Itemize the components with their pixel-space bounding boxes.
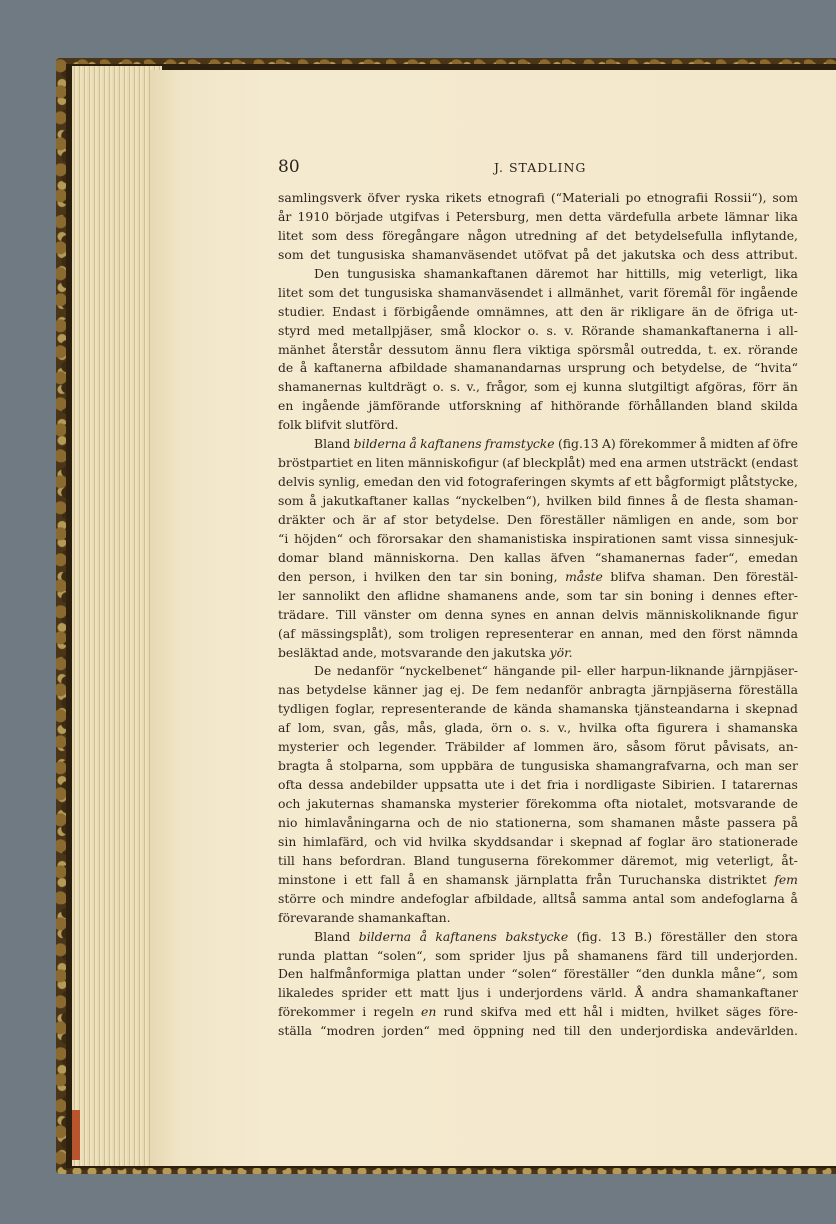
text-line: ställa “modren jorden“ med öppning ned till den underjordiska andevärlden. xyxy=(278,1023,798,1039)
text-line: litet som det tungusiska shamanväsendet i allmänhet, varit föremål för ingående xyxy=(278,284,798,300)
page-header xyxy=(278,157,818,177)
body-text xyxy=(278,189,798,1041)
text-line: tydligen foglar, representerande de kända shamanska tjänsteandarna i skepnad xyxy=(278,701,798,717)
text-line: och jakuternas shamanska mysterier förekomma ofta niotalet, motsvarande de xyxy=(278,796,798,811)
text-line: bröstpartiet en liten människofigur (af bleckplåt) med ena armen utsträckt (endast xyxy=(278,455,798,471)
text-line: Bland bilderna å kaftanens framstycke (fig.13 A) förekommer å midten af öfre xyxy=(314,436,798,452)
text-line: bragta å stolparna, som uppbära de tungusiska shamangrafvarna, och man ser xyxy=(278,758,798,774)
text-line: som det tungusiska shamanväsendet utöfvat på det jakutska och dess attribut. xyxy=(278,246,798,262)
text-line: nio himlavåningarna och de nio stationerna, som shamanen måste passera på xyxy=(278,814,798,830)
text-line: “i höjden“ och förorsakar den shamanistiska inspirationen samt vissa sinnesjuk- xyxy=(278,530,798,546)
text-line: som å jakutkaftaner kallas “nyckelben“), hvilken bild finnes å de flesta shaman- xyxy=(278,493,798,508)
text-line: de å kaftanerna afbildade shamanandarnas ursprung och betydelse, de “hvita“ xyxy=(278,360,798,376)
text-line: studier. Endast i förbigående omnämnes, att den är rikligare än de öfriga ut- xyxy=(278,303,798,319)
text-line: folk blifvit slutförd. xyxy=(278,417,399,433)
text-line: dräkter och är af stor betydelse. Den föreställer nämligen en ande, som bor xyxy=(278,511,798,527)
text-line: den person, i hvilken den tar sin boning, måste blifva shaman. Den förestäl- xyxy=(278,568,798,584)
text-line: litet som dess föregångare någon utredning af det betydelsefulla inflytande, xyxy=(278,227,798,243)
text-line: förevarande shamankaftan. xyxy=(278,909,451,925)
text-line: delvis synlig, emedan den vid fotograferingen skymts af ett bågformigt plåtstycke, xyxy=(278,474,798,490)
text-line: af lom, svan, gås, mås, glada, örn o. s. v., hvilka ofta figurera i shamanska xyxy=(278,720,798,736)
text-line: Den tungusiska shamankaftanen däremot har hittills, mig veterligt, lika xyxy=(314,265,798,281)
text-line: förekommer i regeln en rund skifva med ett hål i midten, hvilket säges före- xyxy=(278,1004,798,1020)
text-line: shamanernas kultdrägt o. s. v., frågor, som ej kunna slutgiltigt afgöras, förr än xyxy=(278,379,798,395)
running-head: J. STADLING xyxy=(494,160,587,175)
text-line: likaledes sprider ett matt ljus i underjordens värld. Å andra shamankaftaner xyxy=(278,985,798,1001)
text-line: Den halfmånformiga plattan under “solen“ föreställer “den dunkla måne“, som xyxy=(278,966,798,982)
text-line: besläktad ande, motsvarande den jakutska yör. xyxy=(278,644,573,660)
page-number: 80 xyxy=(278,157,300,177)
text-line: styrd med metallpjäser, små klockor o. s. v. Rörande shamankaftanerna i all- xyxy=(278,322,798,338)
text-line: samlingsverk öfver ryska rikets etnografi (“Materiali po etnografii Rossii“), som xyxy=(278,190,798,205)
text-line: mänhet återstår dessutom ännu flera viktiga spörsmål outredda, t. ex. rörande xyxy=(278,341,798,357)
text-line: sin himlafärd, och vid hvilka skyddsandar i skepnad af foglar äro stationerade xyxy=(278,833,798,849)
text-line: (af mässingsplåt), som troligen representerar en annan, med den först nämnda xyxy=(278,625,798,641)
text-line: minstone i ett fall å en shamansk järnplatta från Turuchanska distriktet fem xyxy=(278,871,798,887)
text-line: trädare. Till vänster om denna synes en annan delvis människoliknande figur xyxy=(278,606,798,622)
text-line: ler sannolikt den aflidne shamanens ande, som tar sin boning i dennes efter- xyxy=(278,587,798,603)
page-edges xyxy=(72,66,162,1166)
text-line: runda plattan “solen“, som sprider ljus på shamanens färd till underjorden. xyxy=(278,947,798,963)
text-line: år 1910 började utgifvas i Petersburg, men detta värdefulla arbete lämnar lika xyxy=(278,208,798,224)
text-line: De nedanför “nyckelbenet“ hängande pil- eller harpun-liknande järnpjäser- xyxy=(314,663,798,679)
bookmark-edge xyxy=(72,1110,80,1160)
text-line: ofta dessa andebilder uppsatta ute i det fria i nordligaste Sibirien. I tatarernas xyxy=(278,777,798,793)
text-line: en ingående jämförande utforskning af hithörande förhållanden bland skilda xyxy=(278,398,798,414)
text-line: till hans befordran. Bland tunguserna förekommer däremot, mig veterligt, åt- xyxy=(278,852,798,868)
text-line: mysterier och legender. Träbilder af lommen äro, såsom förut påvisats, an- xyxy=(278,739,798,755)
text-line: större och mindre andefoglar afbildade, alltså samma antal som andefoglarna å xyxy=(278,890,798,906)
text-line: Bland bilderna å kaftanens bakstycke (fig. 13 B.) föreställer den stora xyxy=(314,928,798,944)
text-line: domar bland människorna. Den kallas äfven “shamanernas fader“, emedan xyxy=(278,549,798,565)
text-line: nas betydelse känner jag ej. De fem nedanför anbragta järnpjäserna föreställa xyxy=(278,682,798,698)
